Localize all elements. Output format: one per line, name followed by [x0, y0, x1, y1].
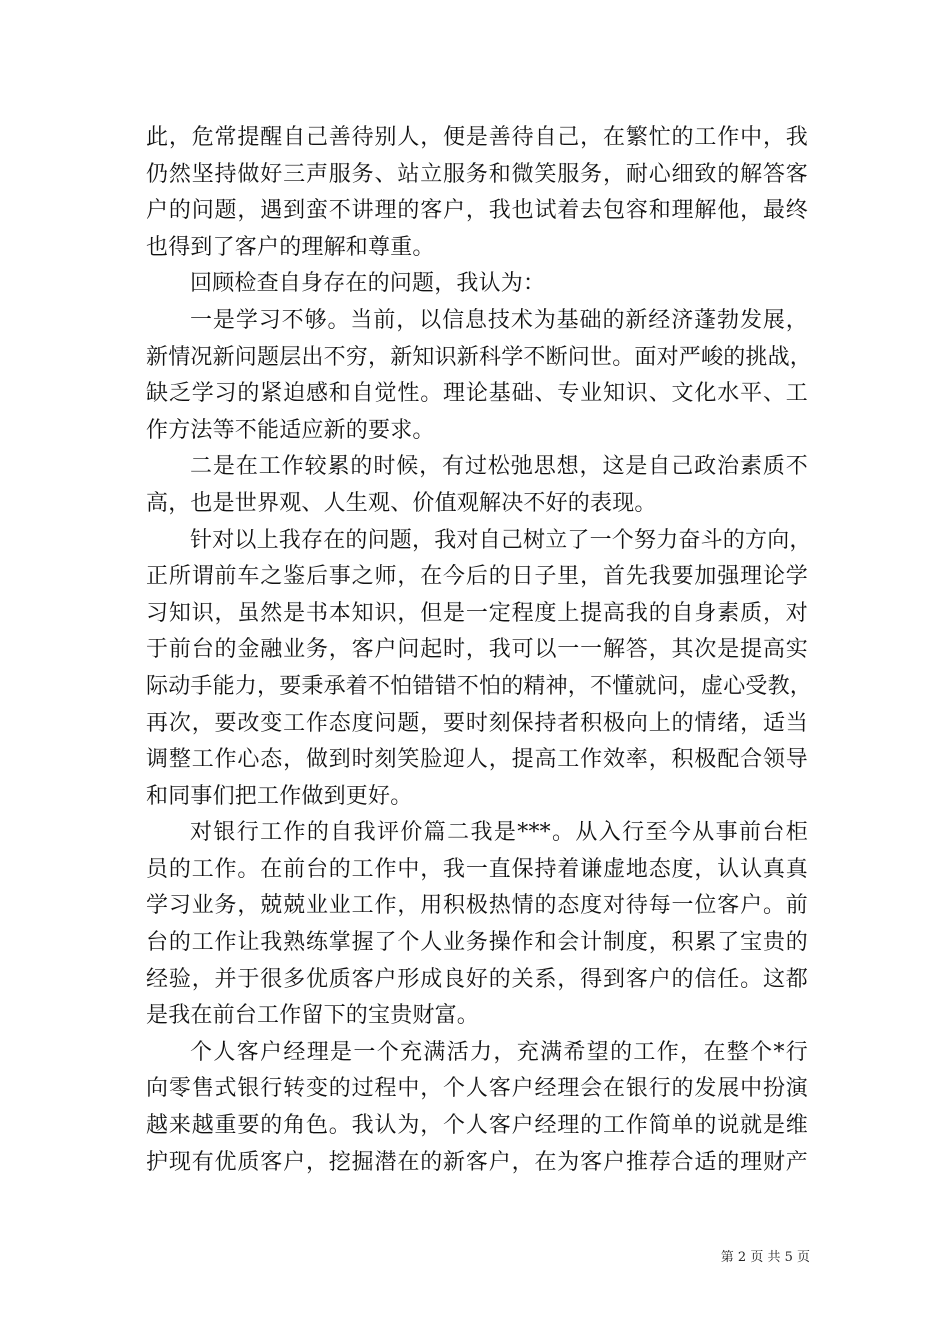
text-line: 新情况新问题层出不穷，新知识新科学不断问世。面对严峻的挑战，: [146, 344, 813, 370]
text-line: 仍然坚持做好三声服务、站立服务和微笑服务，耐心细致的解答客: [146, 161, 808, 187]
text-line: 高，也是世界观、人生观、价值观解决不好的表现。: [146, 490, 657, 516]
text-line: 正所谓前车之鉴后事之师，在今后的日子里，首先我要加强理论学: [146, 564, 808, 590]
text-line: 也得到了客户的理解和尊重。: [146, 234, 435, 260]
text-line: 缺乏学习的紧迫感和自觉性。理论基础、专业知识、文化水平、工: [146, 381, 808, 407]
text-line: 际动手能力，要秉承着不怕错错不怕的精神，不懂就问，虚心受教，: [146, 673, 813, 699]
text-line: 户的问题，遇到蛮不讲理的客户，我也试着去包容和理解他，最终: [146, 198, 808, 224]
text-line: 是我在前台工作留下的宝贵财富。: [146, 1003, 480, 1029]
text-line: 针对以上我存在的问题，我对自己树立了一个努力奋斗的方向，: [190, 527, 812, 553]
text-line: 个人客户经理是一个充满活力，充满希望的工作，在整个*行: [190, 1039, 808, 1065]
text-line: 向零售式银行转变的过程中，个人客户经理会在银行的发展中扮演: [146, 1076, 808, 1102]
text-line: 再次，要改变工作态度问题，要时刻保持者积极向上的情绪，适当: [146, 710, 808, 736]
text-line: 护现有优质客户，挖掘潜在的新客户，在为客户推荐合适的理财产: [146, 1149, 808, 1175]
text-line: 二是在工作较累的时候，有过松弛思想，这是自己政治素质不: [190, 454, 808, 480]
text-line: 习知识，虽然是书本知识，但是一定程度上提高我的自身素质，对: [146, 600, 808, 626]
text-line: 于前台的金融业务，客户问起时，我可以一一解答，其次是提高实: [146, 637, 808, 663]
document-body: [146, 120, 813, 1181]
text-line: 学习业务，兢兢业业工作，用积极热情的态度对待每一位客户。前: [146, 893, 808, 919]
text-line: 回顾检查自身存在的问题，我认为：: [190, 271, 546, 297]
text-line: 调整工作心态，做到时刻笑脸迎人，提高工作效率，积极配合领导: [146, 747, 808, 773]
text-line: 经验，并于很多优质客户形成良好的关系，得到客户的信任。这都: [146, 966, 808, 992]
text-line: 台的工作让我熟练掌握了个人业务操作和会计制度，积累了宝贵的: [146, 930, 808, 956]
page-number: 第 2 页 共 5 页: [720, 1250, 810, 1265]
text-line: 员的工作。在前台的工作中，我一直保持着谦虚地态度，认认真真: [146, 856, 808, 882]
text-line: 此，危常提醒自己善待别人，便是善待自己，在繁忙的工作中，我: [146, 125, 808, 150]
text-line: 作方法等不能适应新的要求。: [146, 417, 435, 443]
text-line: 一是学习不够。当前，以信息技术为基础的新经济蓬勃发展，: [190, 307, 808, 333]
text-line: 越来越重要的角色。我认为，个人客户经理的工作简单的说就是维: [146, 1113, 808, 1139]
text-line: 对银行工作的自我评价篇二我是***。从入行至今从事前台柜: [190, 820, 808, 846]
text-line: 和同事们把工作做到更好。: [146, 783, 413, 809]
